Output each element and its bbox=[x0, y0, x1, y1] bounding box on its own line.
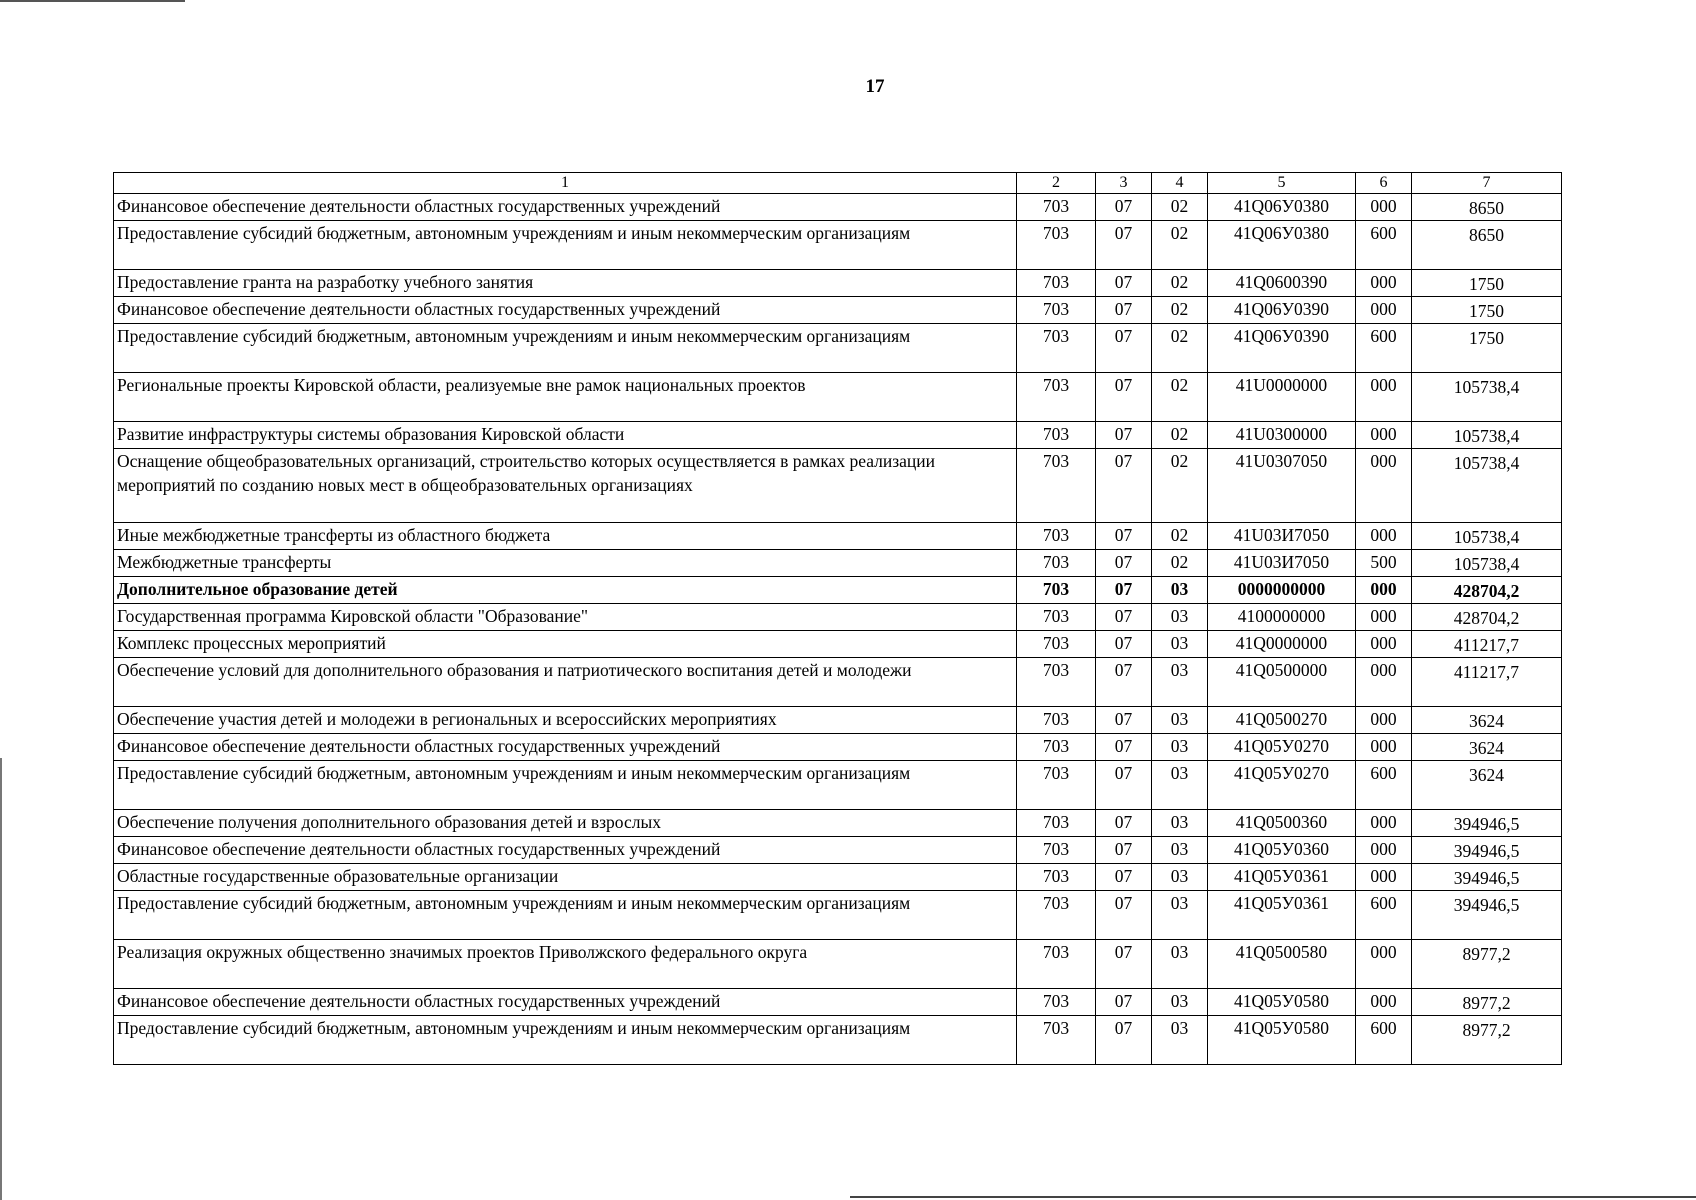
row-col-3: 07 bbox=[1096, 940, 1152, 989]
row-name: Финансовое обеспечение деятельности областных государственных учреждений bbox=[114, 194, 1017, 221]
row-col-2: 703 bbox=[1017, 707, 1096, 734]
row-col-4: 03 bbox=[1152, 1016, 1208, 1065]
row-col-2: 703 bbox=[1017, 194, 1096, 221]
row-col-4: 02 bbox=[1152, 324, 1208, 373]
table-row bbox=[114, 707, 1562, 734]
row-name: Финансовое обеспечение деятельности областных государственных учреждений bbox=[114, 734, 1017, 761]
row-col-4: 02 bbox=[1152, 194, 1208, 221]
row-name: Иные межбюджетные трансферты из областного бюджета bbox=[114, 523, 1017, 550]
row-col-6: 600 bbox=[1356, 324, 1412, 373]
table-row bbox=[114, 989, 1562, 1016]
row-col-4: 03 bbox=[1152, 604, 1208, 631]
row-col-6: 600 bbox=[1356, 221, 1412, 270]
row-col-6: 000 bbox=[1356, 194, 1412, 221]
row-name: Межбюджетные трансферты bbox=[114, 550, 1017, 577]
row-col-4: 02 bbox=[1152, 297, 1208, 324]
row-col-6: 600 bbox=[1356, 761, 1412, 810]
table-row bbox=[114, 631, 1562, 658]
row-col-3: 07 bbox=[1096, 194, 1152, 221]
row-col-7: 1750 bbox=[1412, 270, 1562, 297]
row-col-5: 41U0300000 bbox=[1208, 422, 1356, 449]
row-name: Обеспечение получения дополнительного образования детей и взрослых bbox=[114, 810, 1017, 837]
row-col-3: 07 bbox=[1096, 891, 1152, 940]
row-col-7: 411217,7 bbox=[1412, 658, 1562, 707]
row-col-2: 703 bbox=[1017, 373, 1096, 422]
row-col-4: 03 bbox=[1152, 577, 1208, 604]
row-col-2: 703 bbox=[1017, 577, 1096, 604]
row-col-5: 0000000000 bbox=[1208, 577, 1356, 604]
table-row bbox=[114, 449, 1562, 523]
row-col-7: 105738,4 bbox=[1412, 422, 1562, 449]
row-col-7: 105738,4 bbox=[1412, 449, 1562, 523]
table-row bbox=[114, 604, 1562, 631]
row-col-4: 03 bbox=[1152, 989, 1208, 1016]
row-col-2: 703 bbox=[1017, 604, 1096, 631]
row-col-4: 03 bbox=[1152, 891, 1208, 940]
table-row bbox=[114, 422, 1562, 449]
row-col-7: 394946,5 bbox=[1412, 891, 1562, 940]
row-name: Дополнительное образование детей bbox=[114, 577, 1017, 604]
row-col-3: 07 bbox=[1096, 324, 1152, 373]
row-col-2: 703 bbox=[1017, 523, 1096, 550]
row-col-6: 000 bbox=[1356, 449, 1412, 523]
table-row bbox=[114, 940, 1562, 989]
row-col-2: 703 bbox=[1017, 324, 1096, 373]
row-col-4: 03 bbox=[1152, 658, 1208, 707]
row-col-4: 03 bbox=[1152, 761, 1208, 810]
row-name: Комплекс процессных мероприятий bbox=[114, 631, 1017, 658]
budget-table bbox=[113, 172, 1562, 1065]
row-col-5: 41Q05У0580 bbox=[1208, 989, 1356, 1016]
row-col-6: 000 bbox=[1356, 707, 1412, 734]
row-col-3: 07 bbox=[1096, 761, 1152, 810]
header-col-5: 5 bbox=[1208, 173, 1356, 194]
row-col-3: 07 bbox=[1096, 422, 1152, 449]
row-col-2: 703 bbox=[1017, 297, 1096, 324]
row-col-3: 07 bbox=[1096, 810, 1152, 837]
row-col-5: 41Q0500000 bbox=[1208, 658, 1356, 707]
table-row bbox=[114, 864, 1562, 891]
table-row bbox=[114, 837, 1562, 864]
row-col-6: 000 bbox=[1356, 810, 1412, 837]
row-col-5: 41Q0000000 bbox=[1208, 631, 1356, 658]
row-name: Предоставление гранта на разработку учебного занятия bbox=[114, 270, 1017, 297]
row-col-2: 703 bbox=[1017, 270, 1096, 297]
header-col-7: 7 bbox=[1412, 173, 1562, 194]
row-name: Развитие инфраструктуры системы образования Кировской области bbox=[114, 422, 1017, 449]
row-col-7: 1750 bbox=[1412, 297, 1562, 324]
row-col-7: 8977,2 bbox=[1412, 940, 1562, 989]
row-col-5: 41U0307050 bbox=[1208, 449, 1356, 523]
table-row bbox=[114, 373, 1562, 422]
row-col-4: 03 bbox=[1152, 707, 1208, 734]
row-col-7: 428704,2 bbox=[1412, 577, 1562, 604]
table-row bbox=[114, 523, 1562, 550]
row-col-3: 07 bbox=[1096, 297, 1152, 324]
row-col-2: 703 bbox=[1017, 1016, 1096, 1065]
row-col-6: 600 bbox=[1356, 891, 1412, 940]
row-col-3: 07 bbox=[1096, 631, 1152, 658]
scan-edge-bottom bbox=[850, 1196, 1696, 1198]
row-col-5: 4100000000 bbox=[1208, 604, 1356, 631]
row-col-4: 02 bbox=[1152, 422, 1208, 449]
row-col-4: 02 bbox=[1152, 523, 1208, 550]
row-col-5: 41Q05У0270 bbox=[1208, 734, 1356, 761]
row-col-2: 703 bbox=[1017, 734, 1096, 761]
row-col-2: 703 bbox=[1017, 891, 1096, 940]
row-col-3: 07 bbox=[1096, 523, 1152, 550]
row-col-3: 07 bbox=[1096, 864, 1152, 891]
header-col-6: 6 bbox=[1356, 173, 1412, 194]
row-col-2: 703 bbox=[1017, 631, 1096, 658]
table-row bbox=[114, 577, 1562, 604]
row-col-5: 41U03И7050 bbox=[1208, 523, 1356, 550]
table-row bbox=[114, 297, 1562, 324]
row-name: Предоставление субсидий бюджетным, автономным учреждениям и иным некоммерческим организациям bbox=[114, 891, 1017, 940]
row-col-7: 394946,5 bbox=[1412, 810, 1562, 837]
row-col-7: 8650 bbox=[1412, 221, 1562, 270]
row-col-5: 41Q05У0360 bbox=[1208, 837, 1356, 864]
row-name: Обеспечение условий для дополнительного образования и патриотического воспитания детей и молодежи bbox=[114, 658, 1017, 707]
row-col-5: 41Q06У0390 bbox=[1208, 324, 1356, 373]
row-name: Региональные проекты Кировской области, реализуемые вне рамок национальных проектов bbox=[114, 373, 1017, 422]
table-row bbox=[114, 761, 1562, 810]
row-name: Финансовое обеспечение деятельности областных государственных учреждений bbox=[114, 297, 1017, 324]
row-col-6: 000 bbox=[1356, 297, 1412, 324]
row-col-3: 07 bbox=[1096, 989, 1152, 1016]
row-col-6: 000 bbox=[1356, 940, 1412, 989]
table-row bbox=[114, 734, 1562, 761]
row-col-3: 07 bbox=[1096, 449, 1152, 523]
row-col-7: 8977,2 bbox=[1412, 1016, 1562, 1065]
table-row bbox=[114, 1016, 1562, 1065]
table-row bbox=[114, 891, 1562, 940]
row-col-6: 000 bbox=[1356, 373, 1412, 422]
row-col-4: 02 bbox=[1152, 550, 1208, 577]
row-col-2: 703 bbox=[1017, 449, 1096, 523]
row-name: Обеспечение участия детей и молодежи в региональных и всероссийских мероприятиях bbox=[114, 707, 1017, 734]
scan-edge-top bbox=[0, 0, 185, 2]
row-col-2: 703 bbox=[1017, 221, 1096, 270]
row-col-5: 41Q05У0270 bbox=[1208, 761, 1356, 810]
row-col-7: 411217,7 bbox=[1412, 631, 1562, 658]
row-col-3: 07 bbox=[1096, 373, 1152, 422]
row-col-4: 03 bbox=[1152, 631, 1208, 658]
row-col-5: 41Q0500360 bbox=[1208, 810, 1356, 837]
row-col-3: 07 bbox=[1096, 577, 1152, 604]
row-col-4: 02 bbox=[1152, 373, 1208, 422]
table-row bbox=[114, 270, 1562, 297]
row-col-5: 41Q0600390 bbox=[1208, 270, 1356, 297]
table-row bbox=[114, 324, 1562, 373]
row-col-3: 07 bbox=[1096, 270, 1152, 297]
row-col-7: 3624 bbox=[1412, 761, 1562, 810]
row-name: Финансовое обеспечение деятельности областных государственных учреждений bbox=[114, 837, 1017, 864]
header-col-3: 3 bbox=[1096, 173, 1152, 194]
row-col-4: 03 bbox=[1152, 837, 1208, 864]
row-col-2: 703 bbox=[1017, 940, 1096, 989]
row-name: Реализация окружных общественно значимых проектов Приволжского федерального округа bbox=[114, 940, 1017, 989]
row-col-3: 07 bbox=[1096, 1016, 1152, 1065]
row-col-5: 41Q0500270 bbox=[1208, 707, 1356, 734]
row-col-5: 41Q05У0361 bbox=[1208, 891, 1356, 940]
row-col-7: 394946,5 bbox=[1412, 864, 1562, 891]
page-number: 17 bbox=[865, 76, 885, 97]
header-row bbox=[114, 173, 1562, 194]
row-col-4: 02 bbox=[1152, 270, 1208, 297]
row-col-6: 000 bbox=[1356, 422, 1412, 449]
row-col-3: 07 bbox=[1096, 707, 1152, 734]
row-col-5: 41Q0500580 bbox=[1208, 940, 1356, 989]
row-col-2: 703 bbox=[1017, 761, 1096, 810]
row-col-3: 07 bbox=[1096, 550, 1152, 577]
row-col-4: 03 bbox=[1152, 940, 1208, 989]
row-col-4: 03 bbox=[1152, 810, 1208, 837]
row-col-6: 600 bbox=[1356, 1016, 1412, 1065]
row-col-5: 41Q05У0361 bbox=[1208, 864, 1356, 891]
row-col-7: 3624 bbox=[1412, 707, 1562, 734]
table-row bbox=[114, 658, 1562, 707]
row-col-7: 1750 bbox=[1412, 324, 1562, 373]
row-col-3: 07 bbox=[1096, 734, 1152, 761]
row-col-4: 02 bbox=[1152, 221, 1208, 270]
row-col-2: 703 bbox=[1017, 810, 1096, 837]
row-col-3: 07 bbox=[1096, 221, 1152, 270]
row-col-6: 000 bbox=[1356, 270, 1412, 297]
row-col-6: 000 bbox=[1356, 523, 1412, 550]
header-col-1: 1 bbox=[114, 173, 1017, 194]
row-col-7: 105738,4 bbox=[1412, 523, 1562, 550]
row-col-4: 03 bbox=[1152, 734, 1208, 761]
row-col-7: 428704,2 bbox=[1412, 604, 1562, 631]
row-col-6: 000 bbox=[1356, 577, 1412, 604]
row-name: Предоставление субсидий бюджетным, автономным учреждениям и иным некоммерческим организациям bbox=[114, 324, 1017, 373]
row-col-4: 02 bbox=[1152, 449, 1208, 523]
row-col-6: 000 bbox=[1356, 734, 1412, 761]
row-col-3: 07 bbox=[1096, 604, 1152, 631]
row-col-6: 000 bbox=[1356, 631, 1412, 658]
row-name: Предоставление субсидий бюджетным, автономным учреждениям и иным некоммерческим организациям bbox=[114, 221, 1017, 270]
table-body bbox=[114, 194, 1562, 1065]
row-col-2: 703 bbox=[1017, 550, 1096, 577]
row-name: Государственная программа Кировской области "Образование" bbox=[114, 604, 1017, 631]
row-col-3: 07 bbox=[1096, 837, 1152, 864]
table-header bbox=[114, 173, 1562, 194]
row-col-6: 000 bbox=[1356, 837, 1412, 864]
scan-edge-left bbox=[0, 758, 2, 1200]
header-col-2: 2 bbox=[1017, 173, 1096, 194]
row-name: Областные государственные образовательные организации bbox=[114, 864, 1017, 891]
row-col-5: 41Q06У0390 bbox=[1208, 297, 1356, 324]
row-col-7: 105738,4 bbox=[1412, 550, 1562, 577]
row-col-5: 41U0000000 bbox=[1208, 373, 1356, 422]
row-col-2: 703 bbox=[1017, 422, 1096, 449]
row-name: Предоставление субсидий бюджетным, автономным учреждениям и иным некоммерческим организациям bbox=[114, 761, 1017, 810]
row-col-7: 105738,4 bbox=[1412, 373, 1562, 422]
row-col-2: 703 bbox=[1017, 658, 1096, 707]
row-col-6: 000 bbox=[1356, 989, 1412, 1016]
row-col-3: 07 bbox=[1096, 658, 1152, 707]
row-name: Финансовое обеспечение деятельности областных государственных учреждений bbox=[114, 989, 1017, 1016]
table-row bbox=[114, 221, 1562, 270]
row-col-5: 41Q06У0380 bbox=[1208, 221, 1356, 270]
row-col-6: 500 bbox=[1356, 550, 1412, 577]
row-col-6: 000 bbox=[1356, 864, 1412, 891]
row-col-5: 41U03И7050 bbox=[1208, 550, 1356, 577]
row-col-5: 41Q05У0580 bbox=[1208, 1016, 1356, 1065]
row-col-6: 000 bbox=[1356, 604, 1412, 631]
row-col-5: 41Q06У0380 bbox=[1208, 194, 1356, 221]
row-col-7: 394946,5 bbox=[1412, 837, 1562, 864]
row-col-2: 703 bbox=[1017, 864, 1096, 891]
row-name: Оснащение общеобразовательных организаций, строительство которых осуществляется в рамках реализации мероприятий по созданию новых мест в общеобразовательных организациях bbox=[114, 449, 1017, 523]
row-col-7: 8977,2 bbox=[1412, 989, 1562, 1016]
row-col-4: 03 bbox=[1152, 864, 1208, 891]
row-name: Предоставление субсидий бюджетным, автономным учреждениям и иным некоммерческим организациям bbox=[114, 1016, 1017, 1065]
row-col-6: 000 bbox=[1356, 658, 1412, 707]
table-row bbox=[114, 194, 1562, 221]
table-row bbox=[114, 810, 1562, 837]
row-col-2: 703 bbox=[1017, 989, 1096, 1016]
row-col-2: 703 bbox=[1017, 837, 1096, 864]
table-row bbox=[114, 550, 1562, 577]
row-col-7: 3624 bbox=[1412, 734, 1562, 761]
header-col-4: 4 bbox=[1152, 173, 1208, 194]
row-col-7: 8650 bbox=[1412, 194, 1562, 221]
